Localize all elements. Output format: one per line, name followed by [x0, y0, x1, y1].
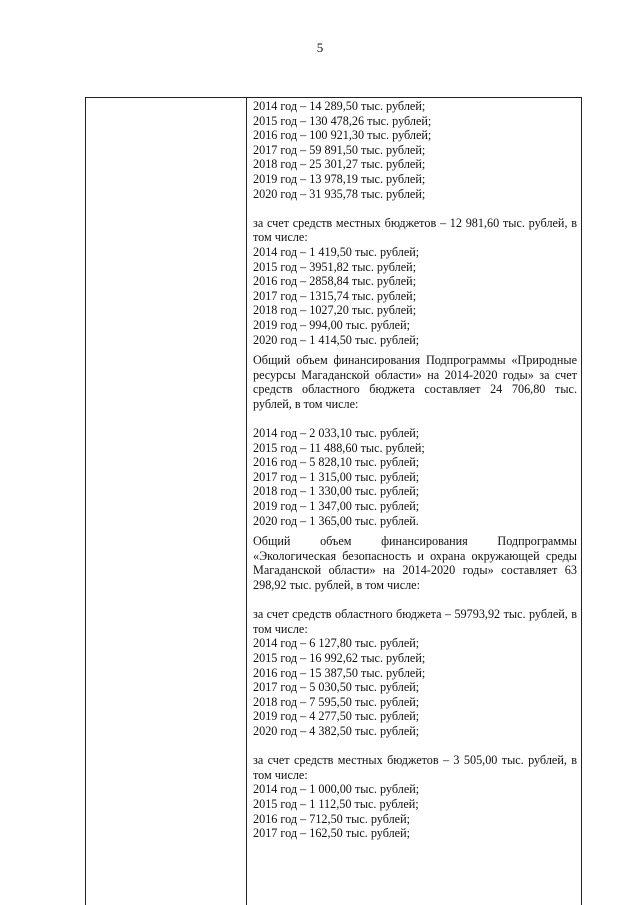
year-line: 2018 год – 1027,20 тыс. рублей; — [253, 303, 417, 318]
year-line: 2017 год – 5 030,50 тыс. рублей; — [253, 680, 420, 695]
year-line: 2020 год – 4 382,50 тыс. рублей; — [253, 723, 420, 738]
table-label-column — [86, 98, 247, 905]
year-line: 2018 год – 1 330,00 тыс. рублей; — [253, 484, 420, 499]
year-line: 2017 год – 1 315,00 тыс. рублей; — [253, 469, 420, 484]
year-line: 2016 год – 712,50 тыс. рублей; — [253, 811, 410, 826]
block-heading: за счет средств областного бюджета – 59793,92 тыс. рублей, в том числе: — [253, 607, 577, 636]
year-line: 2019 год – 1 347,00 тыс. рублей; — [253, 499, 420, 514]
block-natural-resources — [253, 353, 577, 528]
year-line: 2017 год – 162,50 тыс. рублей; — [253, 826, 410, 841]
year-line: 2019 год – 4 277,50 тыс. рублей; — [253, 709, 420, 724]
year-line: 2020 год – 1 365,00 тыс. рублей. — [253, 513, 419, 528]
subprogram-paragraph: «Экологическая безопасность и охрана окружающей среды Магаданской области» на 2014-2020 годы» составляет 63 298,92 тыс. рублей, в том числе: — [253, 548, 577, 592]
page-number: 5 — [316, 40, 324, 55]
year-line: 2015 год – 3951,82 тыс. рублей; — [253, 259, 417, 274]
financing-table — [85, 97, 582, 905]
year-line: 2016 год – 2858,84 тыс. рублей; — [253, 274, 417, 289]
subprogram-paragraph: Общий объем финансирования Подпрограммы «Природные ресурсы Магаданской области» на 2014-2020 годы» за счет средств областного бюджета составляет 24 706,80 тыс. рублей, в том числе: — [253, 353, 577, 411]
block-ecology — [253, 534, 577, 592]
year-line: 2019 год – 13 978,19 тыс. рублей; — [253, 171, 426, 186]
subprogram-paragraph-first-line — [253, 534, 577, 549]
year-line: 2014 год – 1 000,00 тыс. рублей; — [253, 782, 420, 797]
word: Подпрограммы — [497, 534, 577, 549]
year-line: 2016 год – 100 921,30 тыс. рублей; — [253, 128, 432, 143]
year-line: 2015 год – 1 112,50 тыс. рублей; — [253, 796, 419, 811]
year-line: 2017 год – 59 891,50 тыс. рублей; — [253, 142, 426, 157]
year-line: 2015 год – 130 478,26 тыс. рублей; — [253, 113, 432, 128]
word: объем — [320, 534, 352, 549]
block-heading: за счет средств местных бюджетов – 12 981,60 тыс. рублей, в том числе: — [253, 215, 577, 245]
year-line: 2015 год – 11 488,60 тыс. рублей; — [253, 440, 425, 455]
year-line: 2018 год – 7 595,50 тыс. рублей; — [253, 694, 420, 709]
year-line: 2014 год – 2 033,10 тыс. рублей; — [253, 426, 420, 441]
year-line: 2019 год – 994,00 тыс. рублей; — [253, 317, 410, 332]
year-line: 2016 год – 15 387,50 тыс. рублей; — [253, 665, 426, 680]
year-line: 2014 год – 6 127,80 тыс. рублей; — [253, 636, 420, 651]
year-line: 2017 год – 1315,74 тыс. рублей; — [253, 288, 417, 303]
block-regional-budget-years — [253, 99, 577, 201]
year-line: 2020 год – 31 935,78 тыс. рублей; — [253, 186, 426, 201]
word: Общий — [253, 534, 291, 549]
word: финансирования — [381, 534, 468, 549]
year-line: 2020 год – 1 414,50 тыс. рублей; — [253, 332, 420, 347]
year-line: 2015 год – 16 992,62 тыс. рублей; — [253, 650, 426, 665]
year-line: 2014 год – 14 289,50 тыс. рублей; — [253, 99, 426, 113]
year-line: 2018 год – 25 301,27 тыс. рублей; — [253, 157, 426, 172]
block-local-budgets — [253, 216, 577, 347]
block-heading: за счет средств местных бюджетов – 3 505,00 тыс. рублей, в том числе: — [253, 753, 577, 782]
year-line: 2014 год – 1 419,50 тыс. рублей; — [253, 244, 420, 259]
year-line: 2016 год – 5 828,10 тыс. рублей; — [253, 455, 420, 470]
table-content-column — [247, 98, 581, 841]
block-ecology-regional-budget — [253, 607, 577, 738]
block-ecology-local-budgets — [253, 753, 577, 841]
